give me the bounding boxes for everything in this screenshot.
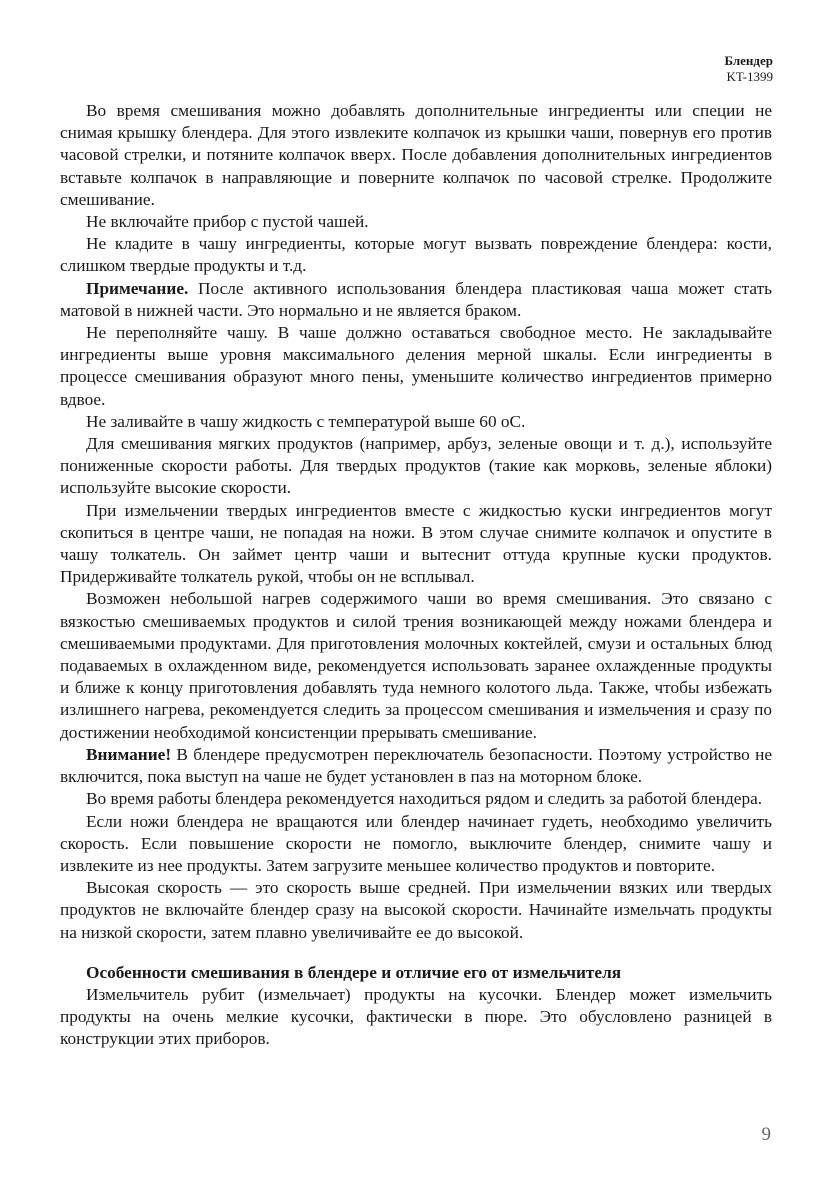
warning-paragraph: Внимание! В блендере предусмотрен переключатель безопасности. Поэтому устройство не включится, пока выступ на чаше не будет установлен в паз на моторном блоке. [60, 744, 772, 787]
header-model: KT-1399 [726, 69, 773, 84]
paragraph: При измельчении твердых ингредиентов вместе с жидкостью куски ингредиентов могут скопиться в центре чаши, не попадая на ножи. В этом случае снимите колпачок и опустите в чашу толкатель. Он займет центр чаши и вытеснит оттуда крупные куски продуктов. Придерживайте толкатель рукой, чтобы он не всплывал. [60, 500, 772, 587]
paragraph: Не кладите в чашу ингредиенты, которые могут вызвать повреждение блендера: кости, слишком твердые продукты и т.д. [60, 234, 772, 276]
section-paragraph: Измельчитель рубит (измельчает) продукты на кусочки. Блендер может измельчить продукты на очень мелкие кусочки, фактически в пюре. Это обусловлено разницей в конструкции этих приборов. [60, 984, 772, 1049]
note-paragraph: Примечание. После активного использования блендера пластиковая чаша может стать матовой в нижней части. Это нормально и не является браком. [60, 278, 772, 320]
document-body [60, 100, 772, 1051]
header-product: Блендер [724, 53, 773, 68]
paragraph: Не заливайте в чашу жидкость с температурой выше 60 оС. [86, 411, 526, 431]
section-heading: Особенности смешивания в блендере и отличие его от измельчителя [86, 962, 622, 982]
page-number: 9 [761, 1124, 771, 1145]
paragraph: Если ножи блендера не вращаются или блендер начинает гудеть, необходимо увеличить скорость. Если повышение скорости не помогло, выключите блендер, снимите чашу и извлеките из нее продукты. Затем загрузите меньшее количество продуктов и повторите. [60, 811, 772, 875]
paragraph: Возможен небольшой нагрев содержимого чаши во время смешивания. Это связано с вязкостью смешиваемых продуктов и силой трения возникающей между ножами блендера и смешиваемыми продуктами. Для приготовления молочных коктейлей, смузи и остальных блюд подаваемых в охлажденном виде, рекомендуется использовать заранее охлажденные продукты и ближе к концу приготовления добавлять туда немного колотого льда. Также, чтобы избежать излишнего нагрева, рекомендуется следить за процессом смешивания и измельчения и сразу по достижении необходимой консистенции прерывать смешивание. [60, 589, 772, 742]
paragraph: Во время работы блендера рекомендуется находиться рядом и следить за работой блендера. [86, 789, 763, 809]
paragraph: Во время смешивания можно добавлять дополнительные ингредиенты или специи не снимая крышку блендера. Для этого извлеките колпачок из крышки чаши, повернув его против часовой стрелки, и потяните колпачок вверх. После добавления дополнительных ингредиентов вставьте колпачок в направляющие и поверните колпачок по часовой стрелке. Продолжите смешивание. [60, 101, 772, 209]
paragraph: Не включайте прибор с пустой чашей. [86, 212, 369, 232]
paragraph: Не переполняйте чашу. В чаше должно оставаться свободное место. Не закладывайте ингредиенты выше уровня максимального деления мерной шкалы. Если ингредиенты в процессе смешивания образуют много пены, уменьшите количество ингредиентов примерно вдвое. [60, 323, 772, 409]
warning-label: Внимание! [86, 744, 172, 764]
paragraph: Высокая скорость — это скорость выше средней. При измельчении вязких или твердых продуктов не включайте блендер сразу на высокой скорости. Начинайте измельчать продукты на низкой скорости, затем плавно увеличивайте ее до высокой. [60, 878, 772, 942]
running-header [724, 53, 773, 85]
paragraph: Для смешивания мягких продуктов (например, арбуз, зеленые овощи и т. д.), используйте пониженные скорости работы. Для твердых продуктов (такие как морковь, зеленые яблоки) используйте высокие скорости. [60, 434, 772, 498]
note-label: Примечание. [86, 278, 189, 298]
